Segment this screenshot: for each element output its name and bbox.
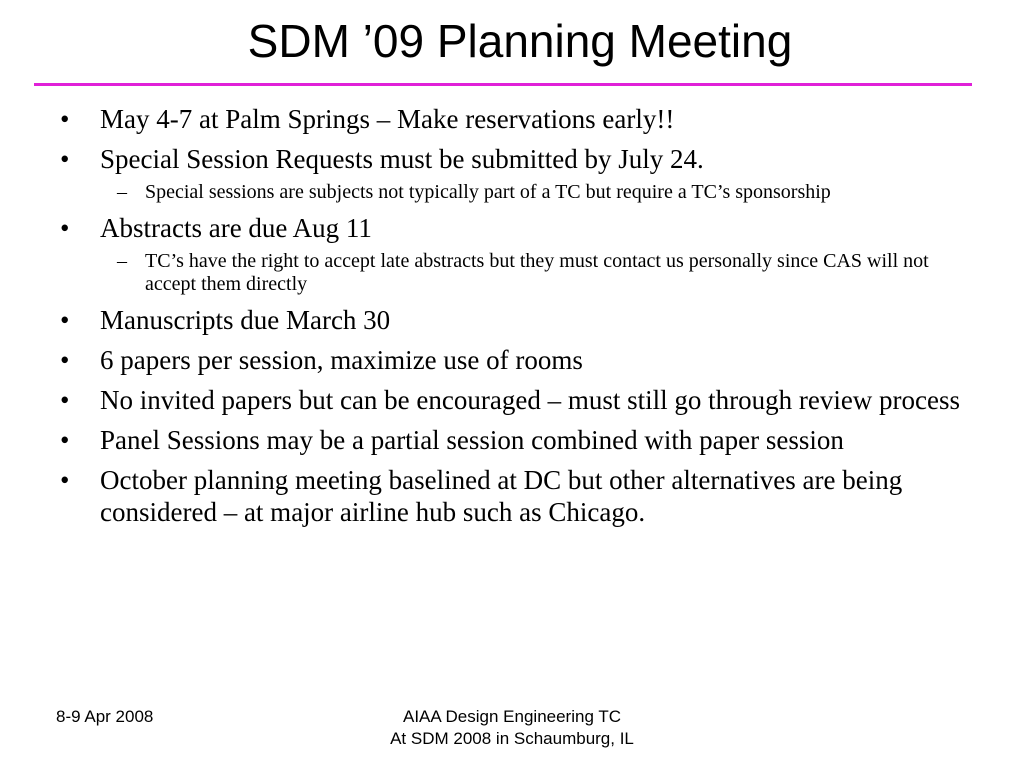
bullet-item — [0, 344, 1024, 376]
bullet-text: May 4-7 at Palm Springs – Make reservations early!! — [100, 104, 675, 134]
bullet-item — [0, 304, 1024, 336]
sub-bullet-item — [0, 181, 1024, 204]
footer-organization — [362, 706, 662, 750]
bullet-mark: • — [60, 465, 70, 495]
bullet-text: Abstracts are due Aug 11 — [100, 213, 372, 243]
footer-line-2: At SDM 2008 in Schaumburg, IL — [390, 729, 634, 748]
bullet-text: No invited papers but can be encouraged – must still go through review process — [100, 385, 961, 415]
bullet-text: 6 papers per session, maximize use of rooms — [100, 345, 583, 375]
footer-line-1: AIAA Design Engineering TC — [403, 707, 621, 726]
sub-bullet-mark: – — [117, 250, 127, 272]
sub-bullet-item — [0, 250, 1024, 296]
bullet-item — [0, 464, 1024, 528]
sub-bullet-mark: – — [117, 181, 127, 203]
bullet-list — [0, 103, 1024, 536]
bullet-mark: • — [60, 305, 70, 335]
sub-bullet-text: TC’s have the right to accept late abstracts but they must contact us personally since CAS will not accept them directly — [145, 250, 929, 295]
bullet-item — [0, 384, 1024, 416]
sub-bullet-text: Special sessions are subjects not typically part of a TC but require a TC’s sponsorship — [145, 181, 831, 203]
bullet-item — [0, 103, 1024, 135]
bullet-mark: • — [60, 104, 70, 134]
bullet-text: Special Session Requests must be submitted by July 24. — [100, 144, 704, 174]
bullet-mark: • — [60, 385, 70, 415]
bullet-item — [0, 143, 1024, 175]
bullet-text: Manuscripts due March 30 — [100, 305, 391, 335]
footer-date: 8-9 Apr 2008 — [56, 707, 154, 726]
bullet-mark: • — [60, 144, 70, 174]
bullet-mark: • — [60, 345, 70, 375]
slide-title: SDM ’09 Planning Meeting — [247, 15, 793, 67]
bullet-mark: • — [60, 213, 70, 243]
bullet-text: Panel Sessions may be a partial session combined with paper session — [100, 425, 844, 455]
title-divider — [34, 83, 972, 86]
bullet-item — [0, 212, 1024, 244]
bullet-item — [0, 424, 1024, 456]
bullet-text: October planning meeting baselined at DC but other alternatives are being considered – at major airline hub such as Chicago. — [100, 465, 903, 527]
bullet-mark: • — [60, 425, 70, 455]
